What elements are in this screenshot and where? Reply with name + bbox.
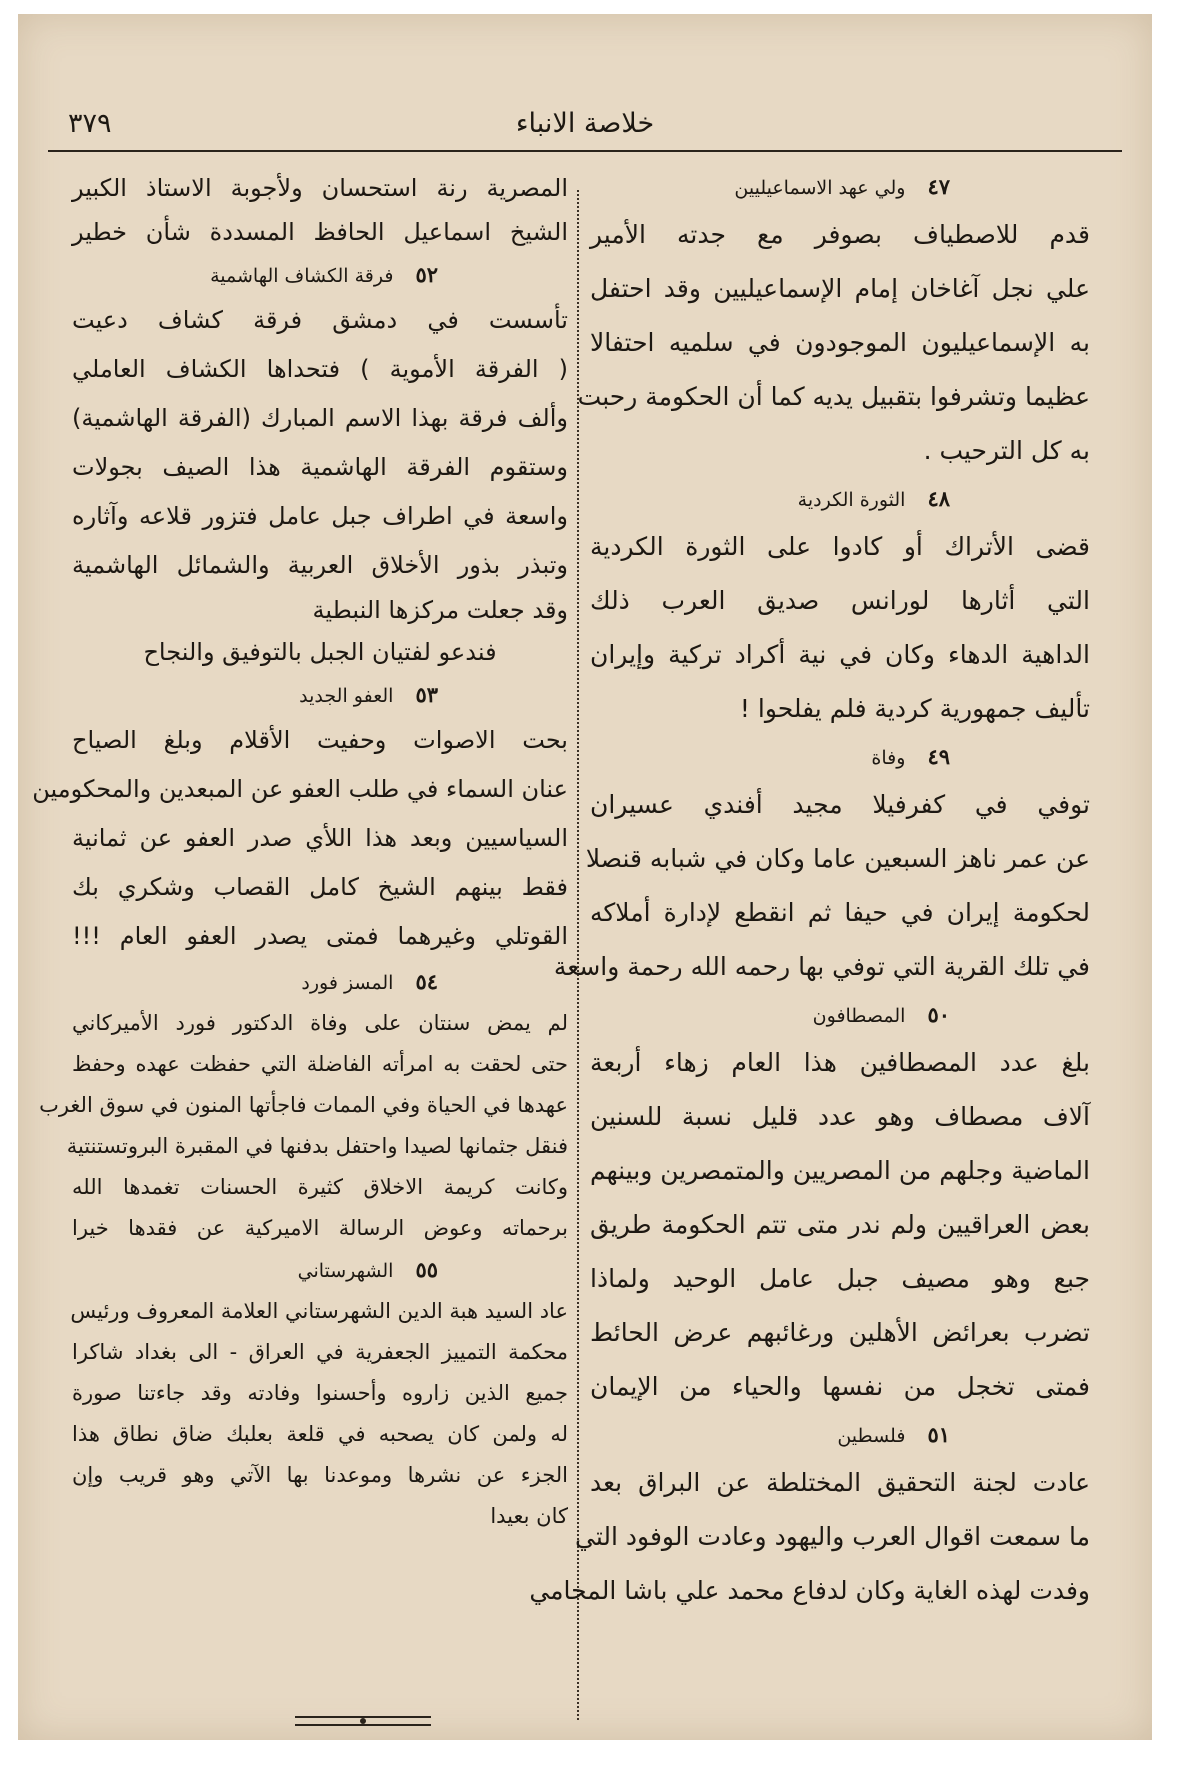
text-line: جميع الذين زاروه وأحسنوا وفادته وقد جاءتنا صورة	[72, 1381, 568, 1405]
text-line: الماضية وجلهم من المصريين والمتمصرين وبينهم	[590, 1156, 1090, 1185]
section-number: ٤٧	[927, 174, 950, 199]
end-ornament	[293, 1710, 433, 1732]
text-line: التي أثارها لورانس صديق العرب ذلك	[590, 586, 1090, 615]
text-line: تأسست في دمشق فرقة كشاف دعيت	[72, 306, 568, 334]
section-heading-55	[72, 1249, 568, 1291]
text-line: لم يمض سنتان على وفاة الدكتور فورد الأميركاني	[72, 1011, 568, 1035]
text-line: عظيما وتشرفوا بتقبيل يديه كما أن الحكومة رحبت	[577, 382, 1090, 411]
section-heading-54	[72, 961, 568, 1003]
text-line: فنقل جثمانها لصيدا واحتفل بدفنها في المقبرة البروتستنتية	[66, 1134, 568, 1158]
text-line: تأليف جمهورية كردية فلم يفلحوا !	[739, 694, 1090, 723]
text-line: عنان السماء في طلب العفو عن المبعدين والمحكومين	[32, 775, 568, 803]
text-line: وتبذر بذور الأخلاق العربية والشمائل الهاشمية	[72, 551, 568, 579]
text-line: القوتلي وغيرهما فمتى يصدر العفو العام !!!	[72, 922, 568, 950]
section-title: العفو الجديد	[299, 685, 394, 707]
page-number: ٣٧٩	[68, 108, 112, 139]
text-line: حتى لحقت به امرأته الفاضلة التي حفظت عهده وحفظ	[72, 1052, 568, 1076]
section-heading-53	[72, 674, 568, 716]
text-line: واسعة في اطراف جبل عامل فتزور قلاعه وآثاره	[72, 502, 568, 530]
section-number: ٤٩	[927, 744, 950, 769]
text-line: عن عمر ناهز السبعين عاما وكان في شبابه قنصلا	[585, 844, 1090, 873]
text-line: السياسيين وبعد هذا اللأي صدر العفو عن ثمانية	[72, 824, 568, 852]
text-line: عهدها في الحياة وفي الممات فاجأتها المنون في سوق الغرب	[39, 1093, 568, 1117]
section-number: ٥٤	[415, 969, 438, 994]
text-line: قدم للاصطياف بصوفر مع جدته الأمير	[590, 220, 1090, 249]
section-heading-49	[590, 736, 1090, 778]
text-line: فقط بينهم الشيخ كامل القصاب وشكري بك	[72, 873, 568, 901]
section-title: المسز فورد	[301, 972, 394, 994]
section-number: ٥١	[927, 1422, 950, 1447]
text-line: عادت لجنة التحقيق المختلطة عن البراق بعد	[590, 1468, 1090, 1497]
text-line: وألف فرقة بهذا الاسم المبارك (الفرقة الهاشمية)	[72, 404, 568, 432]
running-title: خلاصة الانباء	[515, 108, 655, 139]
text-line: لحكومة إيران في حيفا ثم انقطع لإدارة أملاكه	[590, 898, 1090, 927]
section-title: الثورة الكردية	[797, 489, 906, 511]
text-line: له ولمن كان يصحبه في قلعة بعلبك ضاق نطاق هذا	[72, 1422, 568, 1446]
text-line: قضى الأتراك أو كادوا على الثورة الكردية	[590, 532, 1090, 561]
text-line: بحت الاصوات وحفيت الأقلام وبلغ الصياح	[72, 726, 568, 754]
text-line: تضرب بعرائض الأهلين ورغائبهم عرض الحائط	[590, 1318, 1090, 1347]
section-title: ولي عهد الاسماعيليين	[734, 177, 906, 199]
text-line: برحماته وعوض الرسالة الاميركية عن فقدها خيرا	[72, 1216, 568, 1240]
text-line: وفدت لهذه الغاية وكان لدفاع محمد علي باشا المحامي	[529, 1576, 1090, 1605]
text-line: توفي في كفرفيلا مجيد أفندي عسيران	[590, 790, 1090, 819]
section-title: المصطافون	[812, 1005, 906, 1027]
text-line: ما سمعت اقوال العرب واليهود وعادت الوفود التي	[575, 1522, 1090, 1551]
section-heading-50	[590, 994, 1090, 1036]
section-title: الشهرستاني	[297, 1260, 394, 1282]
text-line: آلاف مصطاف وهو عدد قليل نسبة للسنين	[590, 1102, 1090, 1131]
text-line: جبع وهو مصيف جبل عامل الوحيد ولماذا	[590, 1264, 1090, 1293]
section-heading-47	[590, 166, 1090, 208]
text-line: بلغ عدد المصطافين هذا العام زهاء أربعة	[590, 1048, 1090, 1077]
text-line: علي نجل آغاخان إمام الإسماعيليين وقد احتفل	[590, 274, 1090, 303]
text-line: فندعو لفتيان الجبل بالتوفيق والنجاح	[143, 638, 497, 666]
section-heading-48	[590, 478, 1090, 520]
text-line: بعض العراقيين ولم ندر متى تتم الحكومة طريق	[590, 1210, 1090, 1239]
text-line: المصرية رنة استحسان ولأجوبة الاستاذ الكبير	[72, 174, 568, 202]
section-number: ٥٥	[415, 1257, 438, 1282]
text-line: عاد السيد هبة الدين الشهرستاني العلامة المعروف ورئيس	[70, 1299, 568, 1323]
left-column	[32, 166, 568, 1537]
text-line: وكانت كريمة الاخلاق كثيرة الحسنات تغمدها الله	[72, 1175, 568, 1199]
text-line: وستقوم الفرقة الهاشمية هذا الصيف بجولات	[72, 453, 568, 481]
text-line: ( الفرقة الأموية ) فتحداها الكشاف العاملي	[72, 355, 568, 383]
journal-page	[18, 14, 1152, 1740]
section-title: وفاة	[871, 747, 906, 769]
text-line: محكمة التمييز الجعفرية في العراق - الى بغداد شاكرا	[72, 1340, 568, 1364]
section-number: ٤٨	[927, 486, 950, 511]
text-line: به كل الترحيب .	[923, 436, 1090, 465]
section-number: ٥٢	[415, 262, 438, 287]
text-line: كان بعيدا	[490, 1504, 568, 1528]
page-header	[48, 104, 1122, 152]
text-line: وقد جعلت مركزها النبطية	[312, 596, 568, 624]
section-heading-51	[590, 1414, 1090, 1456]
section-title: فلسطين	[837, 1425, 906, 1447]
text-line: به الإسماعيليون الموجودون في سلميه احتفالا	[590, 328, 1090, 357]
text-line: الشيخ اسماعيل الحافظ المسددة شأن خطير	[72, 218, 568, 246]
section-title: فرقة الكشاف الهاشمية	[210, 265, 394, 287]
text-line: في تلك القرية التي توفي بها رحمه الله رحمة واسعة	[553, 952, 1090, 981]
text-line: الجزء عن نشرها وموعدنا بها الآتي وهو قريب وإن	[72, 1463, 568, 1487]
text-line: فمتى تخجل من نفسها والحياء من الإيمان	[590, 1372, 1090, 1401]
text-line: الداهية الدهاء وكان في نية أكراد تركية وإيران	[590, 640, 1090, 669]
section-heading-52	[72, 254, 568, 296]
section-number: ٥٣	[415, 682, 438, 707]
section-number: ٥٠	[927, 1002, 950, 1027]
